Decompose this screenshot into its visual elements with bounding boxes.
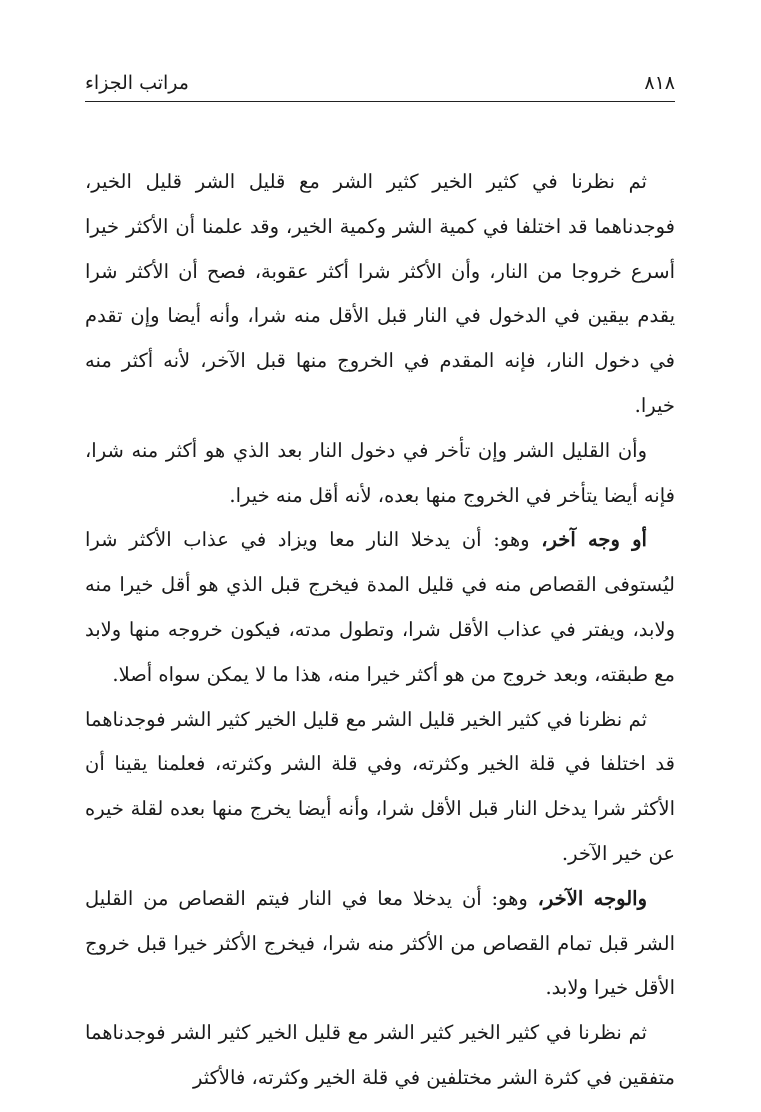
paragraph-text: ثم نظرنا في كثير الخير كثير الشر مع قليل الخير كثير الشر فوجدناهما متفقين في كثرة الشر مختلفين في قلة الخير وكثرته، فالأكثر [85, 1021, 675, 1089]
paragraph-3 [85, 518, 675, 697]
paragraph-text: ثم نظرنا في كثير الخير كثير الشر مع قليل الشر قليل الخير، فوجدناهما قد اختلفا في كمية الشر وكمية الخير، وقد علمنا أن الأكثر خيرا أسرع خروجا من النار، وأن الأكثر شرا أكثر عقوبة، فصح أن الأكثر شرا يقدم بيقين في الدخول في النار قبل الأقل منه شرا، وأنه أيضا وإن تقدم في دخول النار، فإنه المقدم في الخروج منها قبل الآخر، لأنه أكثر منه خيرا. [85, 170, 675, 417]
paragraph-text: وأن القليل الشر وإن تأخر في دخول النار بعد الذي هو أكثر منه شرا، فإنه أيضا يتأخر في الخروج منها بعده، لأنه أقل منه خيرا. [85, 438, 675, 507]
paragraph-4 [85, 698, 675, 877]
page-number: ٨١٨ [644, 72, 675, 94]
header-rule [85, 101, 675, 102]
paragraph-lead: والوجه الآخر، [537, 886, 647, 910]
paragraph-6 [85, 1011, 675, 1101]
paragraph-5 [85, 877, 675, 1011]
paragraph-text: وهو: أن يدخلا النار معا ويزاد في عذاب الأكثر شرا ليُستوفى القصاص منه في قليل المدة فيخرج قبل الذي هو أقل خيرا منه ولابد، ويفتر في عذاب الأقل شرا، وتطول مدته، فيكون خروجه منها ولابد مع طبقته، وبعد خروج من هو أكثر خيرا منه، هذا ما لا يمكن سواه أصلا. [85, 528, 675, 686]
paragraph-text: وهو: أن يدخلا معا في النار فيتم القصاص من القليل الشر قبل تمام القصاص من الأكثر منه شرا، فيخرج الأكثر خيرا قبل خروج الأقل خيرا ولابد. [85, 886, 675, 1000]
page-header [85, 68, 675, 102]
paragraph-1 [85, 160, 675, 429]
paragraph-text: ثم نظرنا في كثير الخير قليل الشر مع قليل الخير كثير الشر فوجدناهما قد اختلفا في قلة الخير وكثرته، وفي قلة الشر وكثرته، فعلمنا يقينا أن الأكثر شرا يدخل النار قبل الأقل شرا، وأنه أيضا يخرج منها بعده لقلة خيره عن خير الآخر. [85, 707, 675, 865]
paragraph-2 [85, 429, 675, 519]
paragraph-lead: أو وجه آخر، [541, 528, 647, 552]
page-body [85, 160, 675, 1101]
running-title: مراتب الجزاء [85, 72, 189, 94]
